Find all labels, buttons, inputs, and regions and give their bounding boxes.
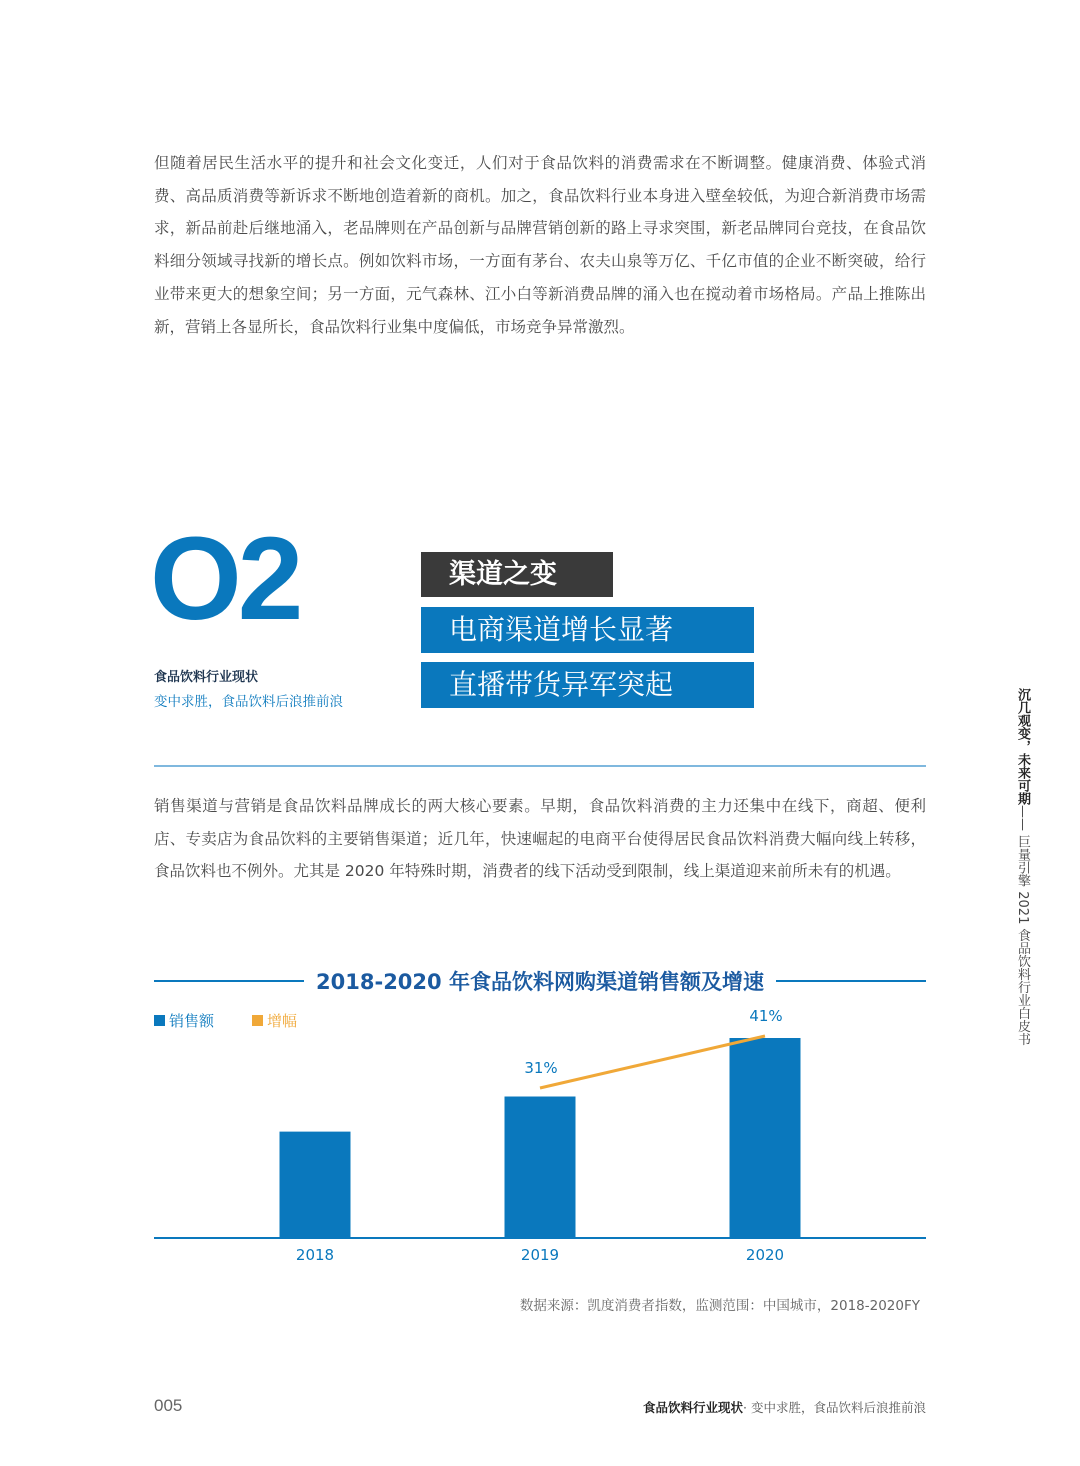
x-tick-label: 2019	[520, 1246, 560, 1264]
data-source-note: 数据来源：凯度消费者指数，监测范围：中国城市，2018-2020FY	[519, 1298, 920, 1314]
side-banner-bold: 沉几观变，未来可期	[1015, 688, 1030, 805]
tag-livestream-rise: 直播带货异军突起	[421, 662, 754, 708]
bar-2019	[505, 1097, 576, 1238]
footer-section-label	[643, 1398, 926, 1416]
page-number: 005	[154, 1396, 183, 1415]
legend-growth-label: 增幅	[267, 1012, 298, 1030]
bar-2020	[730, 1038, 801, 1238]
section-subtitle: 变中求胜，食品饮料后浪推前浪	[154, 694, 343, 710]
tag-channel-change: 渠道之变	[421, 552, 613, 597]
tag-ecommerce-growth: 电商渠道增长显著	[421, 607, 754, 653]
x-tick-label: 2020	[745, 1246, 785, 1264]
intro-paragraph: 但随着居民生活水平的提升和社会文化变迁，人们对于食品饮料的消费需求在不断调整。健康消费、体验式消费、高品质消费等新诉求不断地创造着新的商机。加之，食品饮料行业本身进入壁垒较低，为迎合新消费市场需求，新品前赴后继地涌入，老品牌则在产品创新与品牌营销创新的路上寻求突围，新老品牌同台竞技，在食品饮料细分领域寻找新的增长点。例如饮料市场，一方面有茅台、农夫山泉等万亿、千亿市值的企业不断突破，给行业带来更大的想象空间；另一方面，元气森林、江小白等新消费品牌的涌入也在搅动着市场格局。产品上推陈出新，营销上各显所长，食品饮料行业集中度偏低，市场竞争异常激烈。	[154, 154, 926, 336]
growth-data-label: 31%	[524, 1059, 558, 1077]
x-tick-label: 2018	[295, 1246, 335, 1264]
legend-sales-label: 销售额	[169, 1012, 215, 1030]
footer-section-bold: 食品饮料行业现状	[643, 1400, 744, 1415]
section-number: O2	[150, 513, 300, 645]
section-title: 食品饮料行业现状	[154, 670, 259, 685]
chart-title: 2018-2020 年食品饮料网购渠道销售额及增速	[316, 970, 764, 994]
bar-2018	[280, 1132, 351, 1238]
side-banner	[1013, 688, 1032, 1045]
footer-section-rest: · 变中求胜，食品饮料后浪推前浪	[743, 1400, 926, 1415]
body-paragraph: 销售渠道与营销是食品饮料品牌成长的两大核心要素。早期，食品饮料消费的主力还集中在线下，商超、便利店、专卖店为食品饮料的主要销售渠道；近几年，快速崛起的电商平台使得居民食品饮料消费大幅向线上转移，食品饮料也不例外。尤其是 2020 年特殊时期，消费者的线下活动受到限制，线上渠道迎来前所未有的机遇。	[154, 797, 926, 881]
growth-data-label: 41%	[749, 1007, 783, 1025]
side-banner-rest: —— 巨量引擎 2021 食品饮料行业白皮书	[1015, 805, 1030, 1046]
